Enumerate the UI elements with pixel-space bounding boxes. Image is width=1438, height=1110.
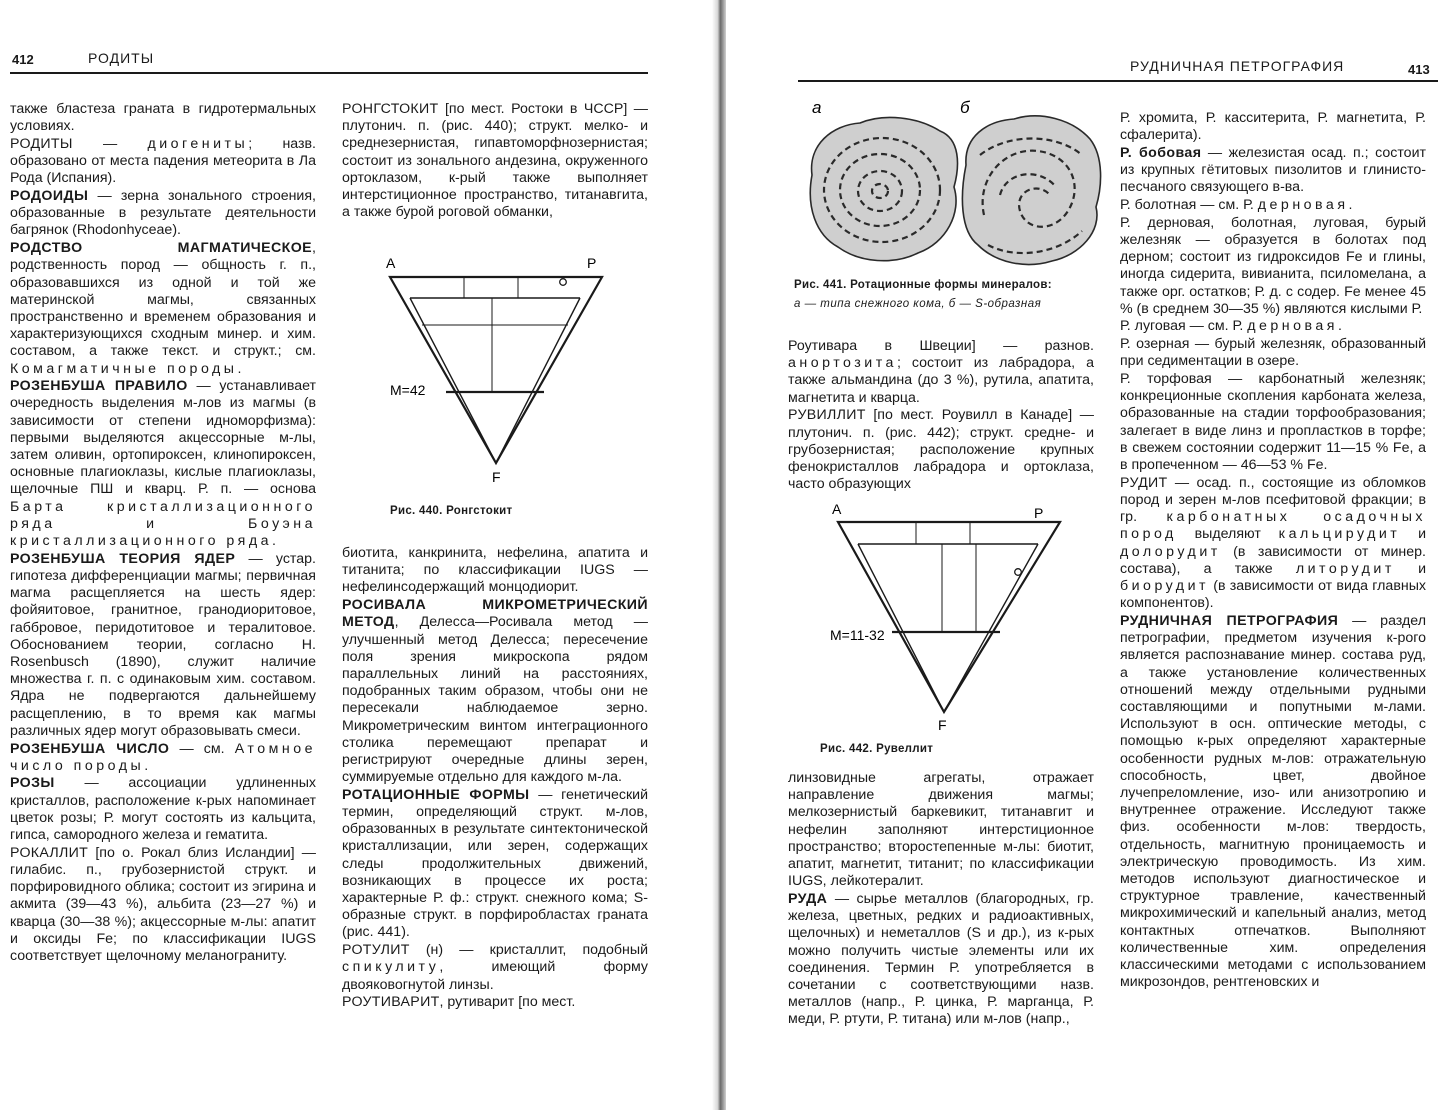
- dictionary-entry: [10, 188, 316, 240]
- figure-440-caption: Рис. 440. Ронгстокит: [390, 505, 513, 517]
- page-number: 413: [1408, 62, 1430, 77]
- cross-reference: Атомное число породы: [10, 740, 316, 774]
- entry-text: — генетический термин, определяющий структ. м-лов, образованных в результате синтектонической кристаллизации, или зерен, содержащих следы продолжительных движений, возникающих в процессе их роста; характерные Р. ф.: структ. снежного кома; S-образные структ. в порфиробластах граната (рис. 441).: [342, 786, 649, 941]
- entry-text: — ассоциации удлиненных кристаллов, расположение к-рых напоминает цветок розы; Р. могут состоять из кальцита, гипса, самородного железа и гематита.: [10, 775, 316, 844]
- figure-442-caption: Рис. 442. Рувеллит: [820, 743, 934, 755]
- header-rule: [10, 72, 648, 74]
- point-marker: [560, 279, 567, 286]
- header-rule: [798, 80, 1438, 82]
- dictionary-entry: [10, 101, 316, 135]
- entry-headword: РОКАЛЛИТ: [10, 844, 89, 861]
- entry-text: , имеющий форму двояковогнутой линзы.: [342, 959, 648, 993]
- column-3-top: [788, 338, 1094, 494]
- cross-reference: кальцирудит: [1278, 526, 1401, 543]
- entry-text: и: [1400, 526, 1426, 543]
- figure-441-caption-line2: а — типа снежного кома, б — S-образная: [794, 298, 1042, 310]
- entry-headword: РОСИВАЛА МИКРОМЕТРИЧЕСКИЙ МЕТОД: [342, 597, 648, 631]
- column-2-bottom: [342, 545, 648, 1012]
- outer-triangle: [838, 522, 1060, 712]
- label-b: б: [960, 98, 970, 117]
- cross-reference: Комагматичные породы: [10, 360, 238, 377]
- dictionary-entry: [1120, 145, 1426, 197]
- entry-text: — устар. гипотеза дифференциации магмы; первичная магма расщепляется на шесть ядер: фойяитовое, гранитное, гранодиоритовое, габбровое, перидотитовое и тералитовое. Обоснованием теории, согласно H. Rosenbusch (1890), служит наличие множества г. п. с одинаковым хим. составом. Ядра не подвергаются дальнейшему расщеплению, в то время как магмы различных ядер могут образовывать смеси.: [10, 550, 316, 739]
- cross-reference: литорудит: [1295, 560, 1395, 577]
- snowball-grain: [810, 117, 957, 260]
- left-page: [0, 0, 712, 1110]
- entry-text: — зерна зонального строения, образованные в результате деятельности багрянок (Rhodonhyceae).: [10, 188, 316, 239]
- entry-text: — железистая осад. п.; состоит из крупных гётитовых пизолитов и глинисто-песчаного связующего в-ва.: [1120, 144, 1426, 196]
- entry-text: , Делесса—Росивала метод — улучшенный метод Делесса; пересечение поля зрения микроскопа рядом параллельных линий на расстояниях, подобранных таким образом, чтобы они не пересекали наблюдаемое зерно. Микрометрическим винтом интеграционного столика перемещают препарат и регистрируют очередные длины зерен, суммируемые отдельно для каждого м-ла.: [342, 614, 648, 786]
- figure-440: [380, 250, 610, 490]
- dictionary-entry: [10, 845, 316, 965]
- label-f: F: [938, 717, 947, 733]
- entry-text: — сырье металлов (благородных, гр. железа, цветных, редких и радиоактивных, щелочных) и неметаллов (S и др.), из к-рых можно получить чистые элементы или их соединения. Термин Р. употребляется в сочетании с соответствующими назв. металлов (напр., Р. цинка, Р. марганца, Р. меди, Р. ртути, Р. титана) или м-лов (напр.,: [788, 890, 1094, 1028]
- label-a: а: [812, 98, 822, 117]
- entry-text: Р. озерная — бурый железняк, образованный при седиментации в озере.: [1120, 336, 1426, 370]
- dictionary-entry: [342, 597, 648, 786]
- entry-headword: РОЗЕНБУША ЧИСЛО: [10, 740, 170, 757]
- entry-headword: РУДИТ: [1120, 474, 1168, 491]
- entry-headword: РОТАЦИОННЫЕ ФОРМЫ: [342, 786, 530, 803]
- entry-text: .: [272, 533, 276, 550]
- dictionary-entry: [788, 407, 1094, 493]
- entry-text: Р. хромита, Р. касситерита, Р. магнетита, Р. сфалерита).: [1120, 110, 1426, 144]
- dictionary-entry: [1120, 197, 1426, 214]
- entry-text: .: [237, 360, 242, 377]
- label-m: M=42: [390, 382, 426, 398]
- entry-text: —: [72, 135, 148, 152]
- rotation-forms-figure: [800, 95, 1110, 273]
- entry-headword: Р. бобовая: [1120, 144, 1202, 161]
- dictionary-entry: [788, 891, 1094, 1029]
- entry-text: [по мест. Роувилл в Канаде] — плутонич. п. (рис. 442); структ. средне- и грубозернистая; расположение крупных фенокристаллов лабрадора и ортоклаза, часто образующих: [788, 407, 1094, 493]
- cross-reference: спикулиту: [342, 959, 440, 976]
- entry-text: .: [1348, 197, 1353, 214]
- entry-text: Р. дерновая, болотная, луговая, бурый железняк — образуется в болотах под дерном; состоит из гидроксидов Fe и глины, иногда сидерита, вивианита, псиломелана, а также орг. остатков; Р. д. с содер. Fe менее 45 % (в среднем 30—35 %) являются кислыми Р.: [1120, 214, 1426, 317]
- figure-442: [828, 500, 1068, 740]
- entry-text: выделяют: [1176, 526, 1279, 543]
- label-a: A: [386, 255, 396, 271]
- s-shaped-grain: [962, 116, 1100, 265]
- entry-text: (в зависимости от вида главных компонентов).: [1120, 577, 1426, 612]
- column-1: [10, 101, 316, 966]
- entry-headword: РУДА: [788, 890, 828, 907]
- label-p: P: [587, 255, 597, 271]
- book-gutter: [712, 0, 726, 1110]
- column-3-bottom: [788, 770, 1094, 1029]
- cross-reference: диогениты: [147, 135, 249, 152]
- cross-reference: дерновая: [1247, 318, 1338, 335]
- entry-text: Р. болотная — см. Р.: [1120, 197, 1258, 214]
- page-number: 412: [12, 52, 34, 67]
- entry-text: — раздел петрографии, предметом изучения к-рого является распознавание минер. состава руд, а также установление количественных отношений между отдельными рудными составляющими и попутными м-лами. Используют в осн. оптические методы, с помощью к-рых определяют характерные особенности рудных м-лов: отражательную способность, цвет, двойное лучепреломление, изо- или анизотропию и внутреннее отражение. Исследуют также физ. особенности м-лов: твердость, отдельность, магнитную проницаемость и электрическую проводимость. Из хим. методов используют диагностическое и структурное травление, качественный микрохимический и капельный анализ, метод контактных отпечатков. Выполняют количественные хим. определения классическими методами с использованием микрозондов, рентгеновских и: [1120, 612, 1426, 991]
- point-marker: [1015, 569, 1022, 576]
- label-a: A: [832, 501, 842, 517]
- entry-text: , родственность пород — общность г. п., образовавшихся из одной и той же материнской магмы, связанных пространственно и временем образования и характеризующихся сходным минер. и хим. составом, а также текст. и структ.; см.: [10, 240, 316, 360]
- entry-text: Р. луговая — см. Р.: [1120, 318, 1248, 335]
- dictionary-entry: [1120, 336, 1426, 370]
- dictionary-entry: [10, 775, 316, 844]
- figure-441-caption: Рис. 441. Ротационные формы минералов:: [794, 279, 1052, 291]
- entry-text: [по мест. Ростоки в ЧССР] — плутонич. п. (рис. 440); структ. мелко- и среднезернистая, гипавтоморфнозернистая; состоит из зонального андезина, окруженного ортоклазом, к-рый также выполняет интерстиционное пространство, титанавгита, а также бурой роговой обманки,: [342, 101, 648, 221]
- label-p: P: [1034, 505, 1044, 521]
- triangle-diagram-440: [380, 250, 610, 490]
- cross-reference: дерновая: [1257, 197, 1349, 214]
- dictionary-entry: [1120, 613, 1426, 991]
- entry-headword: РОЗЕНБУША ТЕОРИЯ ЯДЕР: [10, 550, 236, 567]
- dictionary-entry: [788, 770, 1094, 890]
- entry-text: линзовидные агрегаты, отражает направление движения магмы; мелкозернистый баркевикит, титанавгит и нефелин заполняют интерстиционное пространство; второстепенные м-лы: биотит, апатит, магнетит, титанит; по классификации IUGS, лейкотералит.: [788, 770, 1094, 890]
- triangle-diagram-442: [828, 500, 1068, 740]
- entry-text: (в зависимости от минер. состава), а также: [1120, 543, 1426, 577]
- label-m: M=11-32: [830, 627, 885, 643]
- cross-reference: анортозита: [788, 355, 897, 372]
- cross-reference: долорудит: [1120, 543, 1221, 560]
- cross-reference: биорудит: [1120, 577, 1209, 594]
- entry-text: также бластеза граната в гидротермальных условиях.: [10, 101, 316, 135]
- outer-triangle: [390, 277, 602, 463]
- entry-text: [по о. Рокал близ Исландии] — гилабис. п., грубозернистой структ. и порфировидного облика; состоит из эгирина и акмита (39—43 %), альбита (23—27 %) и кварца (30—38 %); акцессорные м-лы: апатит и оксиды Fe; по классификации IUGS соответствует щелочному меланограниту.: [10, 844, 316, 964]
- dictionary-entry: [10, 136, 316, 188]
- column-4: [1120, 110, 1426, 992]
- dictionary-entry: [1120, 215, 1426, 318]
- entry-headword: РУВИЛЛИТ: [788, 407, 866, 424]
- entry-headword: РОНГСТОКИТ: [342, 101, 439, 117]
- entry-headword: РОТУЛИТ: [342, 942, 410, 959]
- entry-headword: РОЗЫ: [10, 775, 55, 792]
- entry-text: , рутиварит [по мест.: [439, 994, 576, 1011]
- dictionary-entry: [1120, 475, 1426, 613]
- entry-text: — устанавливает очередность выделения м-лов из магмы (в зависимости от степени идноморфизма): первыми выделяются акцессорные м-лы, затем оливин, ортопироксен, клинопироксен, основные плагиоклазы, кислые плагиоклазы, щелочные ПШ и кварц. Р. п. — основа: [10, 378, 317, 498]
- entry-text: биотита, канкринита, нефелина, апатита и титанита; по классификации IUGS — нефелинсодержащий монцодиорит.: [342, 545, 648, 596]
- dictionary-entry: [10, 240, 316, 378]
- entry-headword: РОДСТВО МАГМАТИЧЕСКОЕ: [10, 240, 313, 257]
- dictionary-entry: [342, 994, 648, 1011]
- cross-reference: Барта кристаллизационного ряда и Боуэна кристаллизационного ряда: [10, 498, 316, 550]
- dictionary-entry: [342, 101, 648, 221]
- entry-text: .: [1337, 318, 1342, 335]
- right-page: [726, 0, 1438, 1110]
- entry-headword: РУДНИЧНАЯ ПЕТРОГРАФИЯ: [1120, 612, 1339, 629]
- dictionary-entry: [10, 551, 316, 740]
- entry-text: ; назв. образовано от места падения метеорита в Ла Рода (Испания).: [10, 135, 317, 187]
- figure-441: [800, 95, 1110, 273]
- entry-text: (н) — кристаллит, подобный: [409, 942, 648, 959]
- entry-text: Р. торфовая — карбонатный железняк; конкреционные скопления карбоната железа, образованные на стадии торфообразования; залегает в виде линз и пропластков в торфе; в свежем состоянии содержит 11—15 % Fe, а в пропеченном — 46—53 % Fe.: [1120, 371, 1426, 474]
- entry-text: — осад. п., состоящие из обломков пород и зерен м-лов псефитовой фракции; в гр.: [1120, 474, 1426, 526]
- dictionary-entry: [1120, 371, 1426, 474]
- running-head: РОДИТЫ: [88, 50, 155, 66]
- dictionary-entry: [788, 338, 1094, 407]
- entry-headword: РОУТИВАРИТ: [342, 994, 440, 1011]
- dictionary-entry: [342, 787, 648, 942]
- column-2-top: [342, 101, 648, 222]
- cross-reference: карбонатных осадочных пород: [1120, 509, 1426, 543]
- entry-headword: РОДОИДЫ: [10, 188, 89, 205]
- running-head: РУДНИЧНАЯ ПЕТРОГРАФИЯ: [1130, 58, 1345, 74]
- entry-text: Роутивара в Швеции] — разнов.: [788, 338, 1094, 354]
- dictionary-entry: [10, 741, 316, 775]
- entry-headword: РОДИТЫ: [10, 135, 73, 152]
- label-f: F: [492, 469, 501, 485]
- dictionary-entry: [1120, 318, 1426, 335]
- entry-text: и: [1394, 560, 1426, 577]
- dictionary-entry: [1120, 110, 1426, 144]
- entry-text: ; состоит из лабрадора, а также альмандина (до 3 %), рутила, апатита, магнетита и кварца.: [788, 355, 1094, 406]
- dictionary-entry: [342, 545, 648, 597]
- entry-headword: РОЗЕНБУША ПРАВИЛО: [10, 378, 188, 395]
- dictionary-entry: [10, 378, 316, 550]
- entry-text: .: [144, 757, 149, 774]
- entry-text: — см.: [169, 740, 235, 757]
- dictionary-entry: [342, 942, 648, 994]
